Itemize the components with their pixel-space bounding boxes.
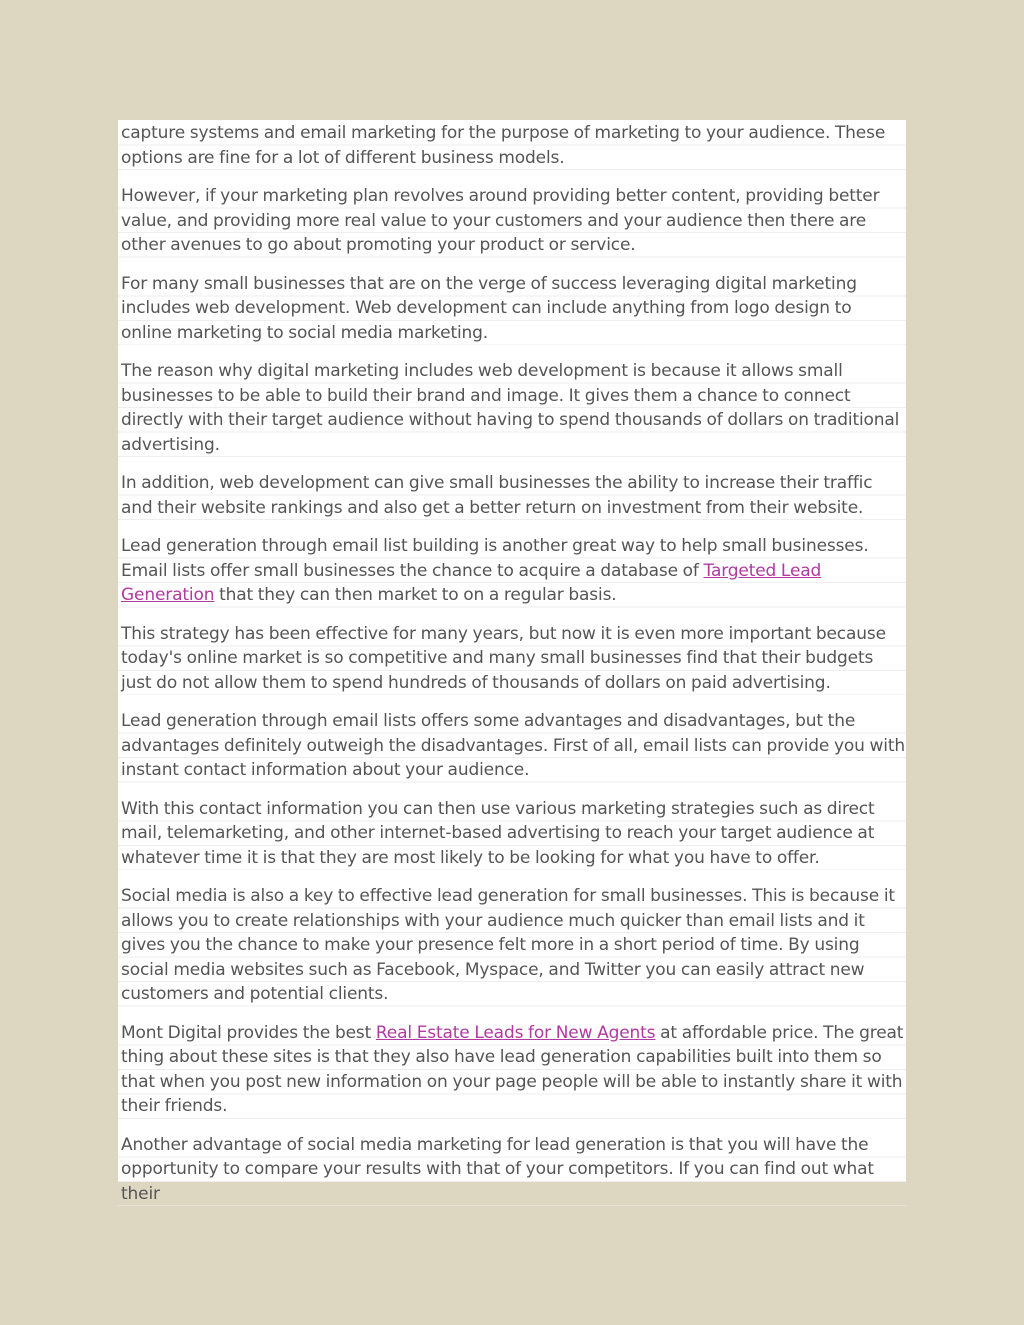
paragraph-8: Lead generation through email lists offers some advantages and disadvantages, but the advantages definitely outweigh the disadvantages. First of all, email lists can provide you with instant contact information about your audience. [118, 709, 906, 783]
paragraph-6-text-before: Lead generation through email list building is another great way to help small businesses. Email lists offer small businesses the chance to acquire a database of [121, 536, 869, 581]
paragraph-6-text-after: that they can then market to on a regular basis. [214, 585, 617, 605]
paragraph-6 [118, 534, 906, 608]
paragraph-11-text-after: at affordable price. The great thing about these sites is that they also have lead generation capabilities built into them so that when you post new information on your page people will be able to instantly share it with their friends. [121, 1022, 904, 1116]
paragraph-9: With this contact information you can then use various marketing strategies such as direct mail, telemarketing, and other internet-based advertising to reach your target audience at whatever time it is that they are most likely to be looking for what you have to offer. [118, 797, 906, 871]
paragraph-3: For many small businesses that are on the verge of success leveraging digital marketing includes web development. Web development can include anything from logo design to online marketing to social media marketing. [118, 272, 906, 346]
paragraph-1: capture systems and email marketing for the purpose of marketing to your audience. These options are fine for a lot of different business models. [118, 121, 906, 170]
targeted-lead-generation-link[interactable]: Targeted Lead Generation [121, 560, 822, 605]
paragraph-2: However, if your marketing plan revolves around providing better content, providing better value, and providing more real value to your customers and your audience then there are other avenues to go about promoting your product or service. [118, 184, 906, 258]
paragraph-7: This strategy has been effective for many years, but now it is even more important because today's online market is so competitive and many small businesses find that their budgets just do not allow them to spend hundreds of thousands of dollars on paid advertising. [118, 622, 906, 696]
paragraph-12: Another advantage of social media marketing for lead generation is that you will have the opportunity to compare your results with that of your competitors. If you can find out what their [118, 1133, 906, 1207]
paragraph-4: The reason why digital marketing includes web development is because it allows small businesses to be able to build their brand and image. It gives them a chance to connect directly with their target audience without having to spend thousands of dollars on traditional advertising. [118, 359, 906, 457]
paragraph-10: Social media is also a key to effective lead generation for small businesses. This is because it allows you to create relationships with your audience much quicker than email lists and it gives you the chance to make your presence felt more in a short period of time. By using social media websites such as Facebook, Myspace, and Twitter you can easily attract new customers and potential clients. [118, 884, 906, 1007]
real-estate-leads-link[interactable]: Real Estate Leads for New Agents [375, 1022, 656, 1043]
document-page [118, 120, 906, 1204]
paragraph-11-text-before: Mont Digital provides the best [121, 1022, 376, 1043]
paragraph-11 [118, 1021, 906, 1119]
paragraph-5: In addition, web development can give small businesses the ability to increase their traffic and their website rankings and also get a better return on investment from their website. [118, 471, 906, 520]
